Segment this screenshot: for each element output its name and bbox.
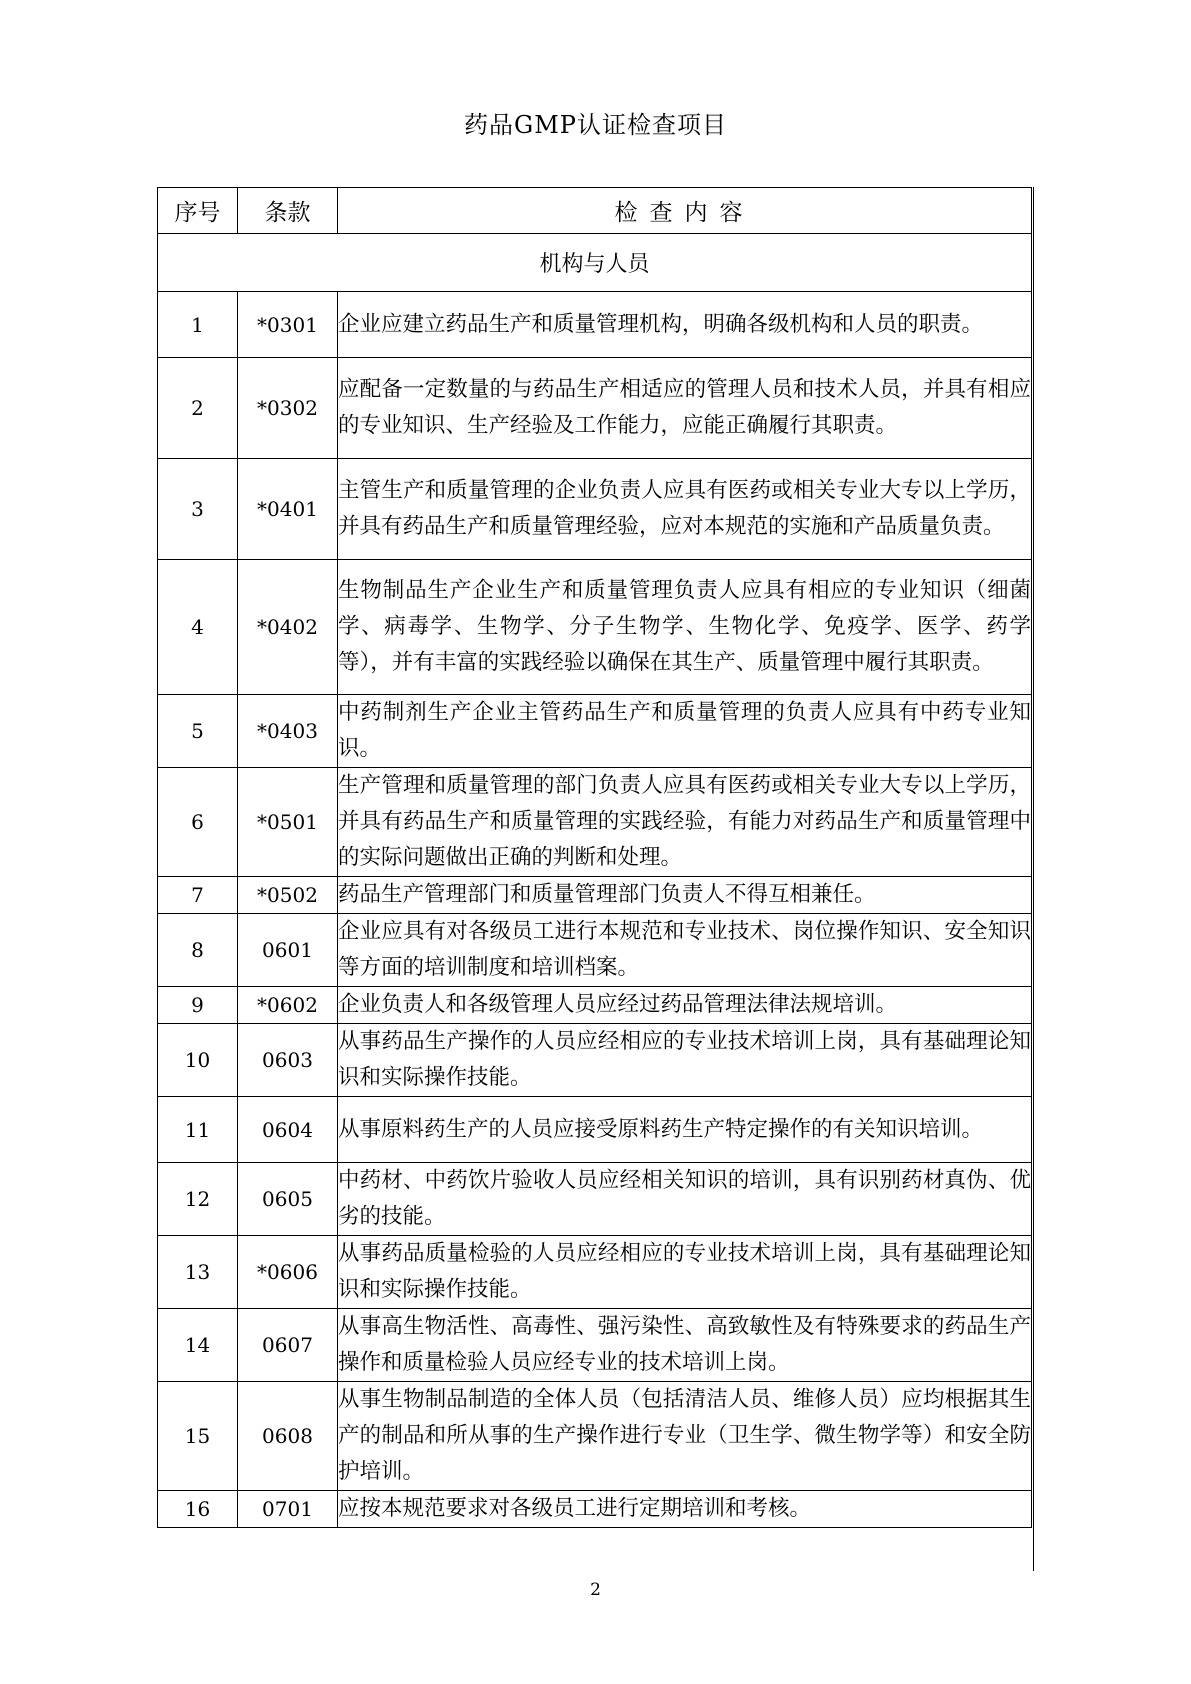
row-clause: 0608 [238, 1382, 338, 1491]
table-row [158, 695, 1032, 768]
document-title: 药品GMP认证检查项目 [464, 111, 727, 139]
row-clause: *0606 [238, 1236, 338, 1309]
row-number: 15 [158, 1382, 238, 1491]
row-clause: 0603 [238, 1024, 338, 1097]
table-row [158, 1309, 1032, 1382]
row-content: 从事原料药生产的人员应接受原料药生产特定操作的有关知识培训。 [338, 1097, 1032, 1163]
table-row [158, 1491, 1032, 1528]
row-content: 从事高生物活性、高毒性、强污染性、高致敏性及有特殊要求的药品生产操作和质量检验人员应经专业的技术培训上岗。 [338, 1309, 1032, 1382]
row-content: 企业应具有对各级员工进行本规范和专业技术、岗位操作知识、安全知识等方面的培训制度和培训档案。 [338, 914, 1032, 987]
row-clause: 0605 [238, 1163, 338, 1236]
row-number: 1 [158, 292, 238, 358]
row-number: 7 [158, 877, 238, 914]
row-clause: 0607 [238, 1309, 338, 1382]
row-number: 11 [158, 1097, 238, 1163]
row-clause: *0502 [238, 877, 338, 914]
table-right-border-line [1033, 187, 1034, 1571]
row-clause: 0604 [238, 1097, 338, 1163]
row-content: 企业负责人和各级管理人员应经过药品管理法律法规培训。 [338, 987, 1032, 1024]
row-number: 6 [158, 768, 238, 877]
row-content: 药品生产管理部门和质量管理部门负责人不得互相兼任。 [338, 877, 1032, 914]
row-content: 生物制品生产企业生产和质量管理负责人应具有相应的专业知识（细菌学、病毒学、生物学、分子生物学、生物化学、免疫学、医学、药学等），并有丰富的实践经验以确保在其生产、质量管理中履行其职责。 [338, 560, 1032, 695]
table-row [158, 1236, 1032, 1309]
table-row [158, 292, 1032, 358]
row-clause: 0701 [238, 1491, 338, 1528]
header-no: 序号 [158, 188, 238, 234]
row-number: 8 [158, 914, 238, 987]
row-clause: *0402 [238, 560, 338, 695]
row-clause: *0302 [238, 358, 338, 459]
section-row [158, 234, 1032, 292]
table-row [158, 877, 1032, 914]
row-content: 应按本规范要求对各级员工进行定期培训和考核。 [338, 1491, 1032, 1528]
section-title: 机构与人员 [158, 234, 1032, 292]
row-number: 4 [158, 560, 238, 695]
table-header-row [158, 188, 1032, 234]
row-clause: *0403 [238, 695, 338, 768]
table-row [158, 987, 1032, 1024]
row-clause: *0401 [238, 459, 338, 560]
row-number: 16 [158, 1491, 238, 1528]
row-clause: 0601 [238, 914, 338, 987]
row-content: 生产管理和质量管理的部门负责人应具有医药或相关专业大专以上学历，并具有药品生产和质量管理的实践经验，有能力对药品生产和质量管理中的实际问题做出正确的判断和处理。 [338, 768, 1032, 877]
table-row [158, 358, 1032, 459]
page-number: 2 [590, 1580, 601, 1600]
row-number: 9 [158, 987, 238, 1024]
row-content: 企业应建立药品生产和质量管理机构，明确各级机构和人员的职责。 [338, 292, 1032, 358]
table-row [158, 768, 1032, 877]
row-content: 主管生产和质量管理的企业负责人应具有医药或相关专业大专以上学历，并具有药品生产和质量管理经验，应对本规范的实施和产品质量负责。 [338, 459, 1032, 560]
header-clause: 条款 [238, 188, 338, 234]
row-number: 13 [158, 1236, 238, 1309]
row-number: 3 [158, 459, 238, 560]
header-content: 检查内容 [338, 188, 1032, 234]
table-row [158, 1382, 1032, 1491]
row-content: 应配备一定数量的与药品生产相适应的管理人员和技术人员，并具有相应的专业知识、生产经验及工作能力，应能正确履行其职责。 [338, 358, 1032, 459]
table-row [158, 1097, 1032, 1163]
inspection-table-container [157, 187, 1036, 1528]
row-number: 10 [158, 1024, 238, 1097]
row-number: 14 [158, 1309, 238, 1382]
table-row [158, 1024, 1032, 1097]
row-number: 12 [158, 1163, 238, 1236]
row-clause: *0602 [238, 987, 338, 1024]
row-clause: *0501 [238, 768, 338, 877]
table-row [158, 1163, 1032, 1236]
row-number: 2 [158, 358, 238, 459]
row-content: 中药制剂生产企业主管药品生产和质量管理的负责人应具有中药专业知识。 [338, 695, 1032, 768]
table-row [158, 914, 1032, 987]
table-row [158, 560, 1032, 695]
row-content: 从事生物制品制造的全体人员（包括清洁人员、维修人员）应均根据其生产的制品和所从事的生产操作进行专业（卫生学、微生物学等）和安全防护培训。 [338, 1382, 1032, 1491]
row-content: 从事药品质量检验的人员应经相应的专业技术培训上岗，具有基础理论知识和实际操作技能。 [338, 1236, 1032, 1309]
row-clause: *0301 [238, 292, 338, 358]
inspection-table [157, 187, 1032, 1528]
row-content: 从事药品生产操作的人员应经相应的专业技术培训上岗，具有基础理论知识和实际操作技能。 [338, 1024, 1032, 1097]
table-row [158, 459, 1032, 560]
table-body [158, 234, 1032, 1528]
row-number: 5 [158, 695, 238, 768]
row-content: 中药材、中药饮片验收人员应经相关知识的培训，具有识别药材真伪、优劣的技能。 [338, 1163, 1032, 1236]
